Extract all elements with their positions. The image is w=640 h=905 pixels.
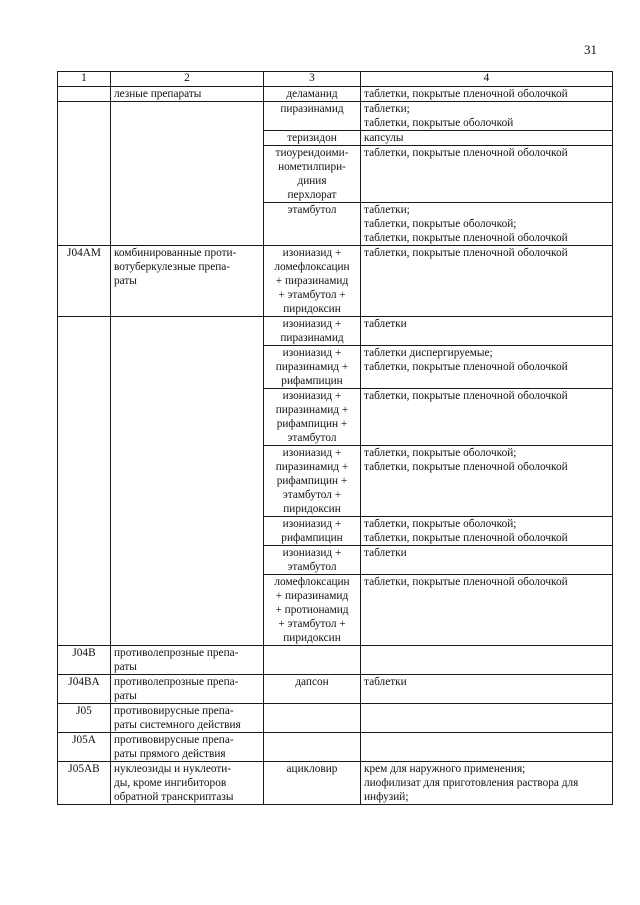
dosage-form-cell [361, 646, 613, 675]
atc-code-cell [58, 87, 111, 102]
table-row [58, 87, 613, 102]
dosage-form-line: таблетки, покрытые пленочной оболочкой [364, 390, 568, 402]
dosage-form-line: таблетки, покрытые пленочной оболочкой [364, 88, 568, 100]
substance-line: рифампицин + [276, 475, 348, 487]
table-row [58, 733, 613, 762]
group-name-line: обратной транскриптазы [114, 791, 234, 803]
dosage-form-line: таблетки [364, 547, 407, 559]
atc-code-cell [58, 102, 111, 246]
dosage-form-cell [361, 131, 613, 146]
substance-cell [264, 762, 361, 805]
substance-cell [264, 704, 361, 733]
dosage-form-line: таблетки; [364, 103, 410, 115]
substance-cell [264, 517, 361, 546]
substance-line: пиразинамид [280, 103, 344, 115]
dosage-form-cell [361, 146, 613, 203]
substance-line: изониазид + [282, 247, 342, 259]
group-name-line: раты прямого действия [114, 748, 226, 760]
substance-cell [264, 389, 361, 446]
header-col-4: 4 [361, 72, 613, 87]
group-name-line: противолепрозные препа- [114, 647, 239, 659]
substance-cell [264, 87, 361, 102]
substance-cell [264, 102, 361, 131]
medication-table [57, 71, 613, 805]
dosage-form-line: инфузий; [364, 791, 409, 803]
table-header-row [58, 72, 613, 87]
group-name-line: ды, кроме ингибиторов [114, 777, 227, 789]
atc-code-cell [58, 317, 111, 646]
page-number: 31 [584, 42, 597, 57]
group-name-line: противовирусные препа- [114, 705, 234, 717]
atc-code-cell: J05A [58, 733, 111, 762]
atc-code-cell: J05 [58, 704, 111, 733]
dosage-form-line: таблетки, покрытые пленочной оболочкой [364, 461, 568, 473]
atc-code-cell: J04BA [58, 675, 111, 704]
substance-line: пиразинамид + [275, 461, 349, 473]
group-name-line: лезные препараты [114, 88, 202, 100]
group-name-cell [111, 317, 264, 646]
atc-code-cell: J04AM [58, 246, 111, 317]
substance-line: рифампицин + [276, 418, 348, 430]
dosage-form-line: таблетки, покрытые пленочной оболочкой [364, 247, 568, 259]
dosage-form-line: таблетки, покрытые пленочной оболочкой [364, 361, 568, 373]
dosage-form-cell [361, 762, 613, 805]
dosage-form-cell [361, 733, 613, 762]
substance-line: изониазид + [282, 518, 342, 530]
dosage-form-line: таблетки, покрытые пленочной оболочкой [364, 532, 568, 544]
group-name-line: противолепрозные препа- [114, 676, 239, 688]
group-name-cell [111, 102, 264, 246]
substance-cell [264, 317, 361, 346]
header-col-1: 1 [58, 72, 111, 87]
substance-line: изониазид + [282, 390, 342, 402]
table-row [58, 646, 613, 675]
dosage-form-cell [361, 575, 613, 646]
dosage-form-cell [361, 346, 613, 389]
substance-line: этамбутол [287, 432, 337, 444]
atc-code-cell: J04B [58, 646, 111, 675]
group-name-line: раты системного действия [114, 719, 241, 731]
substance-line: диния [297, 175, 327, 187]
dosage-form-cell [361, 317, 613, 346]
dosage-form-line: таблетки диспергируемые; [364, 347, 493, 359]
header-col-3: 3 [264, 72, 361, 87]
substance-line: пиридоксин [283, 632, 341, 644]
substance-line: этамбутол [287, 204, 337, 216]
substance-cell [264, 646, 361, 675]
table-row [58, 675, 613, 704]
substance-line: рифампицин [281, 375, 343, 387]
substance-line: изониазид + [282, 447, 342, 459]
substance-line: теризидон [287, 132, 337, 144]
group-name-cell [111, 246, 264, 317]
substance-line: дапсон [295, 676, 329, 688]
substance-cell [264, 246, 361, 317]
substance-line: изониазид + [282, 347, 342, 359]
header-col-2: 2 [111, 72, 264, 87]
substance-cell [264, 203, 361, 246]
atc-code-cell: J05AB [58, 762, 111, 805]
dosage-form-line: таблетки, покрытые пленочной оболочкой [364, 576, 568, 588]
substance-line: рифампицин [281, 532, 343, 544]
group-name-line: раты [114, 275, 137, 287]
group-name-line: раты [114, 690, 137, 702]
group-name-line: противовирусные препа- [114, 734, 234, 746]
group-name-cell [111, 762, 264, 805]
dosage-form-cell [361, 87, 613, 102]
substance-cell [264, 546, 361, 575]
substance-line: пиридоксин [283, 303, 341, 315]
substance-cell [264, 346, 361, 389]
group-name-cell [111, 87, 264, 102]
dosage-form-cell [361, 546, 613, 575]
substance-cell [264, 575, 361, 646]
substance-line: пиразинамид [280, 332, 344, 344]
dosage-form-line: таблетки; [364, 204, 410, 216]
substance-line: + этамбутол + [278, 289, 346, 301]
dosage-form-line: лиофилизат для приготовления раствора для [364, 777, 579, 789]
substance-line: пиридоксин [283, 503, 341, 515]
table-row [58, 317, 613, 346]
substance-line: + протионамид [275, 604, 349, 616]
substance-line: этамбутол + [282, 489, 342, 501]
substance-line: пиразинамид + [275, 404, 349, 416]
dosage-form-line: таблетки, покрытые пленочной оболочкой [364, 147, 568, 159]
dosage-form-cell [361, 203, 613, 246]
table-row [58, 762, 613, 805]
substance-line: + пиразинамид [275, 275, 349, 287]
substance-line: изониазид + [282, 318, 342, 330]
substance-cell [264, 675, 361, 704]
dosage-form-line: крем для наружного применения; [364, 763, 526, 775]
substance-line: тиоуреидоими- [275, 147, 349, 159]
substance-cell [264, 131, 361, 146]
dosage-form-line: таблетки, покрытые оболочкой; [364, 518, 517, 530]
substance-line: пиразинамид + [275, 361, 349, 373]
group-name-cell [111, 646, 264, 675]
dosage-form-cell [361, 704, 613, 733]
group-name-line: раты [114, 661, 137, 673]
substance-line: ацикловир [286, 763, 338, 775]
dosage-form-line: таблетки, покрытые пленочной оболочкой [364, 232, 568, 244]
substance-line: изониазид + [282, 547, 342, 559]
dosage-form-line: таблетки [364, 676, 407, 688]
group-name-cell [111, 733, 264, 762]
table-row [58, 246, 613, 317]
group-name-line: нуклеозиды и нуклеоти- [114, 763, 232, 775]
dosage-form-cell [361, 517, 613, 546]
substance-line: + этамбутол + [278, 618, 346, 630]
group-name-line: комбинированные проти- [114, 247, 237, 259]
dosage-form-line: капсулы [364, 132, 404, 144]
group-name-cell [111, 675, 264, 704]
dosage-form-line: таблетки, покрытые оболочкой; [364, 447, 517, 459]
substance-line: ломефлоксацин [274, 576, 350, 588]
dosage-form-line: таблетки [364, 318, 407, 330]
dosage-form-cell [361, 446, 613, 517]
dosage-form-cell [361, 102, 613, 131]
substance-cell [264, 446, 361, 517]
dosage-form-cell [361, 389, 613, 446]
substance-cell [264, 733, 361, 762]
group-name-cell [111, 704, 264, 733]
substance-line: этамбутол [287, 561, 337, 573]
substance-line: перхлорат [287, 189, 337, 201]
dosage-form-cell [361, 675, 613, 704]
substance-line: нометилпири- [278, 161, 346, 173]
dosage-form-line: таблетки, покрытые оболочкой [364, 117, 514, 129]
table-row [58, 704, 613, 733]
substance-line: + пиразинамид [275, 590, 349, 602]
dosage-form-line: таблетки, покрытые оболочкой; [364, 218, 517, 230]
substance-line: ломефлоксацин [274, 261, 350, 273]
table-row [58, 102, 613, 131]
group-name-line: вотуберкулезные препа- [114, 261, 231, 273]
dosage-form-cell [361, 246, 613, 317]
substance-cell [264, 146, 361, 203]
substance-line: деламанид [286, 88, 338, 100]
